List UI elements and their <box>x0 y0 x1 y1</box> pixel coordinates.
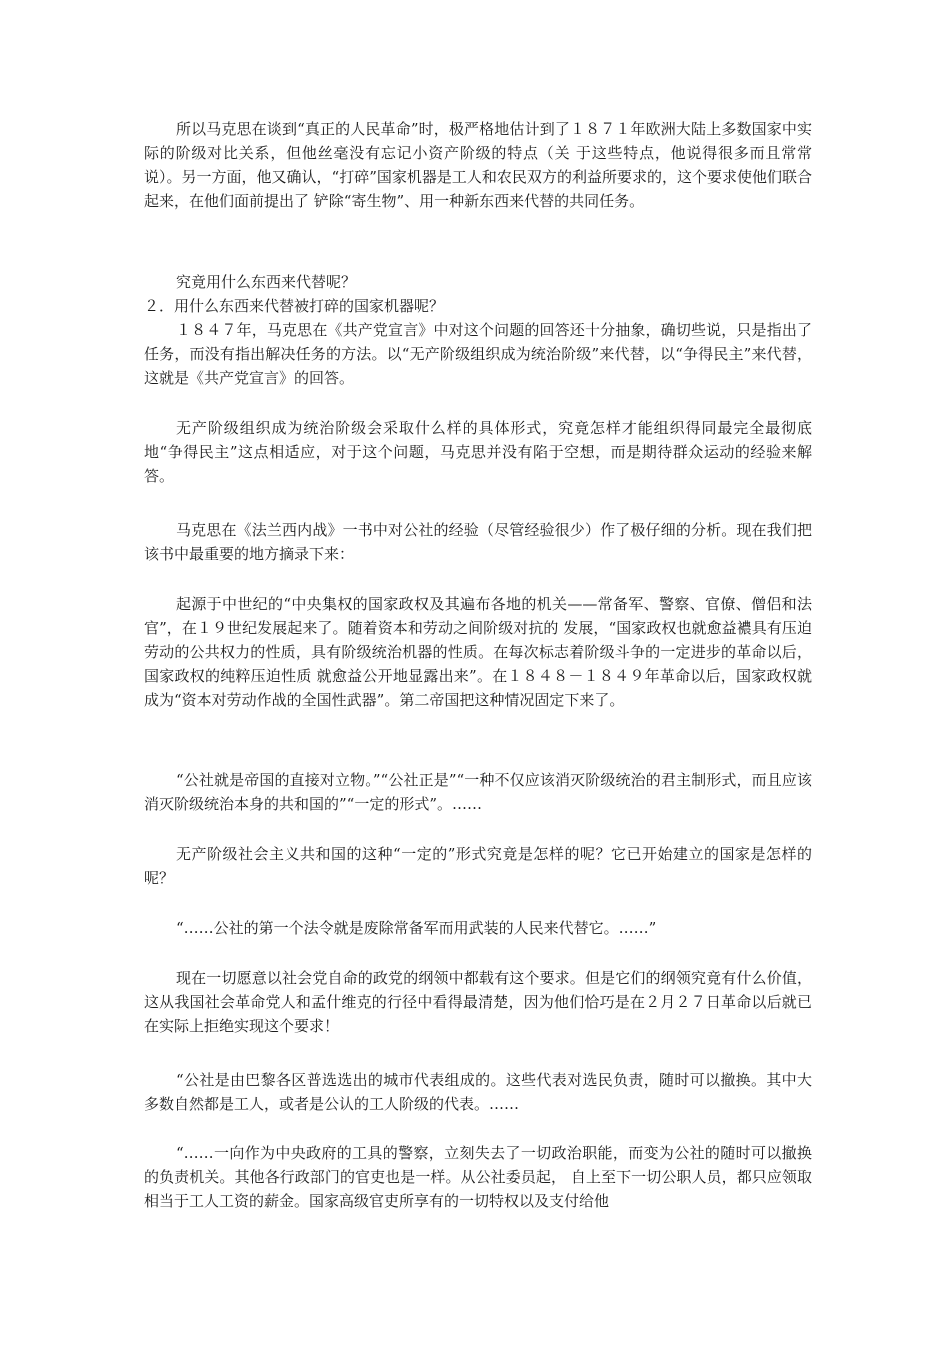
paragraph-9-quote: “……公社的第一个法令就是废除常备军而用武装的人民来代替它。……” <box>176 919 657 937</box>
paragraph-6-quote: 起源于中世纪的“中央集权的国家政权及其遍布各地的机关——常备军、警察、官僚、僧侣和法官”，在１９世纪发展起来了。随着资本和劳动之间阶级对抗的 发展，“国家政权也就愈益襛具有压迫劳动的公共权力的性质，具有阶级统治机器的性质。在每次标志着阶级斗争的一定进步的革命以后，国家政权的纯粹压迫性质 就愈益公开地显露出来”。在１８４８－１８４９年革命以后，国家政权就成为“资本对劳动作战的全国性武器”。第二帝国把这种情况固定下来了。 <box>144 595 812 709</box>
paragraph-1: 所以马克思在谈到“真正的人民革命”时，极严格地估计到了１８７１年欧洲大陆上多数国家中实际的阶级对比关系，但他丝毫没有忘记小资产阶级的特点（关 于这些特点，他说得很多而且常常说）。另一方面，他又确认，“打碎”国家机器是工人和农民双方的利益所要求的，这个要求使他们联合起来，在他们面前提出了 铲除“寄生物”、用一种新东西来代替的共同任务。 <box>144 120 812 210</box>
paragraph-5: 马克思在《法兰西内战》一书中对公社的经验（尽管经验很少）作了极仔细的分析。现在我们把该书中最重要的地方摘录下来： <box>144 521 812 563</box>
paragraph-7-quote: “公社就是帝国的直接对立物。”“公社正是”“一种不仅应该消灭阶级统治的君主制形式，而且应该消灭阶级统治本身的共和国的”“一定的形式”。…… <box>144 771 812 813</box>
paragraph-10: 现在一切愿意以社会党自命的政党的纲领中都载有这个要求。但是它们的纲领究竟有什么价值，这从我国社会革命党人和孟什维克的行径中看得最清楚，因为他们恰巧是在２月２７日革命以后就已在实际上拒绝实现这个要求！ <box>144 969 812 1035</box>
paragraph-12-quote: “……一向作为中央政府的工具的警察，立刻失去了一切政治职能，而变为公社的随时可以撤换的负责机关。其他各行政部门的官吏也是一样。从公社委员起， 自上至下一切公职人员，都只应领取相当于工人工资的薪金。国家高级官吏所享有的一切特权以及支付给他 <box>144 1144 812 1210</box>
section-heading: ２．用什么东西来代替被打碎的国家机器呢？ <box>144 297 445 315</box>
paragraph-8: 无产阶级社会主义共和国的这种“一定的”形式究竟是怎样的呢？它已开始建立的国家是怎样的呢？ <box>144 845 812 887</box>
paragraph-2: 究竟用什么东西来代替呢？ <box>176 273 357 291</box>
paragraph-4: 无产阶级组织成为统治阶级会采取什么样的具体形式，究竟怎样才能组织得同最完全最彻底地“争得民主”这点相适应，对于这个问题，马克思并没有陷于空想，而是期待群众运动的经验来解答。 <box>144 419 812 485</box>
paragraph-11-quote: “公社是由巴黎各区普选选出的城市代表组成的。这些代表对选民负责，随时可以撤换。其中大多数自然都是工人，或者是公认的工人阶级的代表。…… <box>144 1071 812 1113</box>
paragraph-3: １８４７年，马克思在《共产党宣言》中对这个问题的回答还十分抽象，确切些说，只是指出了任务，而没有指出解决任务的方法。以“无产阶级组织成为统治阶级”来代替，以“争得民主”来代替，这就是《共产党宣言》的回答。 <box>144 321 812 387</box>
